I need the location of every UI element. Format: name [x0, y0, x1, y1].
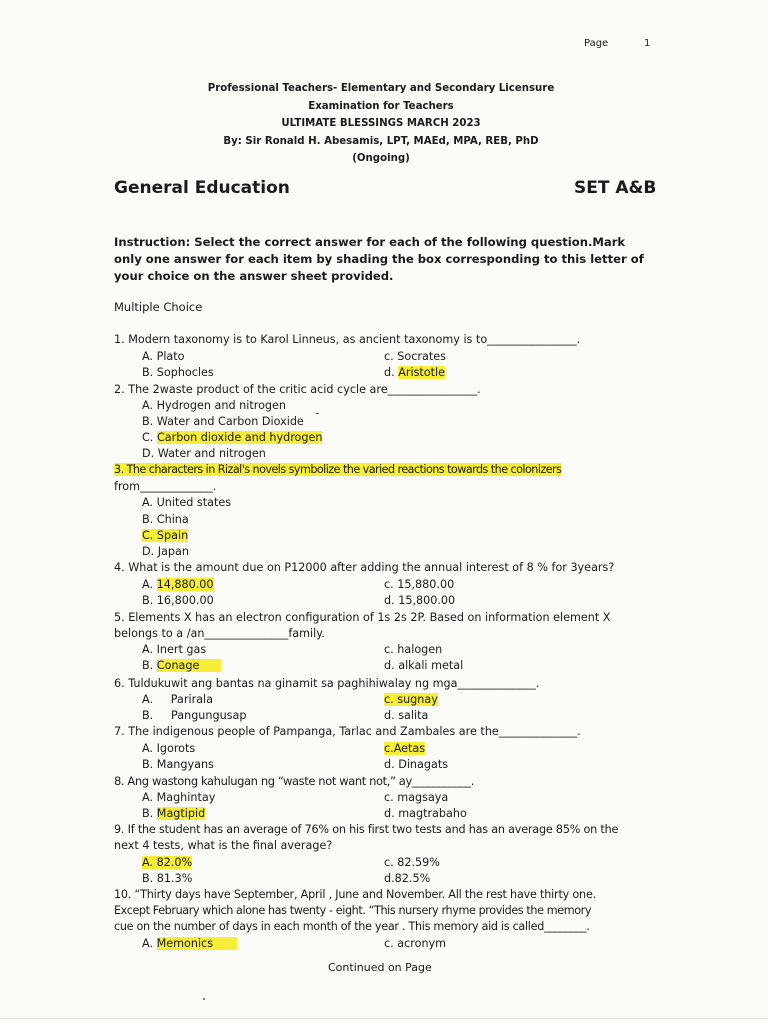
question-1: 1. Modern taxonomy is to Karol Linneus, as ancient taxonomy is to________________.	[114, 333, 581, 346]
highlighted-answer: c. sugnay	[384, 693, 438, 706]
q8-option-b: B. Magtipid	[142, 807, 206, 820]
question-10-line-3: cue on the number of days in each month of the year . This memory aid is called________.	[114, 920, 590, 933]
highlighted-answer: Carbon dioxide and hydrogen	[156, 431, 323, 444]
question-2: 2. The 2waste product of the critic acid cycle are________________.	[114, 383, 481, 396]
header-line-2: Examination for Teachers	[308, 100, 454, 112]
question-7: 7. The indigenous people of Pampanga, Tarlac and Zambales are the______________.	[114, 725, 581, 738]
q1-option-d: d. Aristotle	[384, 366, 446, 379]
exam-header	[0, 80, 768, 168]
q3-option-a: A. United states	[142, 496, 232, 509]
header-line-1: Professional Teachers- Elementary and Secondary Licensure	[207, 83, 555, 94]
q2-option-d: D. Water and nitrogen	[142, 447, 266, 460]
highlighted-answer: Conage	[157, 659, 222, 672]
q7-option-d: d. Dinagats	[384, 758, 449, 771]
q5-option-c: c. halogen	[384, 643, 443, 656]
section-label: Multiple Choice	[114, 300, 203, 314]
header-line-3: ULTIMATE BLESSINGS MARCH 2023	[281, 118, 481, 129]
question-5-line-1: 5. Elements X has an electron configuration of 1s 2s 2P. Based on information element X	[114, 611, 611, 624]
q2-option-c: C. Carbon dioxide and hydrogen	[142, 431, 323, 444]
q4-option-c: c. 15,880.00	[384, 578, 455, 591]
q6-option-a: A. Parirala	[142, 693, 214, 706]
scan-speck	[203, 998, 205, 1000]
header-line-5: (Ongoing)	[352, 153, 410, 164]
highlighted-answer: c.Aetas	[384, 742, 426, 755]
q5-option-a: A. Inert gas	[142, 643, 207, 656]
q8-option-d: d. magtrabaho	[384, 807, 467, 820]
q4-option-b: B. 16,800.00	[142, 594, 214, 607]
question-4: 4. What is the amount due on P12000 after adding the annual interest of 8 % for 3years?	[114, 561, 615, 574]
highlighted-answer: Magtipid	[156, 807, 206, 820]
continued-footer: Continued on Page	[328, 961, 432, 974]
highlighted-answer: C. Spain	[142, 529, 189, 542]
q6-option-c	[384, 692, 438, 708]
q9-option-a	[142, 855, 192, 871]
question-3-line-1: 3. The characters in Rizal's novels symbolize the varied reactions towards the colonizers	[114, 463, 562, 476]
question-6: 6. Tuldukuwit ang bantas na ginamit sa paghihiwalay ng mga______________.	[114, 677, 540, 690]
q9-option-d: d.82.5%	[384, 872, 431, 885]
question-8: 8. Ang wastong kahulugan ng “waste not want not,” ay___________.	[114, 774, 474, 788]
highlighted-answer: 14,880.00	[156, 578, 214, 591]
question-9-line-1: 9. If the student has an average of 76% on his first two tests and has an average 85% on the	[114, 823, 619, 836]
question-5-line-2: belongs to a /an_______________family.	[114, 627, 325, 640]
scan-speck	[316, 413, 319, 414]
q6-option-b: B. Pangungusap	[142, 709, 247, 722]
q2-option-a: A. Hydrogen and nitrogen	[142, 399, 286, 412]
instruction-text: Instruction: Select the correct answer for each of the following question.Mark only one answer for each item by shading the box corresponding to this letter of your choice on the answer sheet provided.	[114, 235, 644, 283]
q3-option-b: B. China	[142, 513, 189, 526]
q3-option-c	[142, 528, 188, 544]
q5-option-d: d. alkali metal	[384, 659, 464, 672]
q5-option-b: B. Conage	[142, 658, 221, 674]
q9-option-b: B. 81.3%	[142, 872, 193, 885]
q1-option-b: B. Sophocles	[142, 366, 214, 379]
page-label: Page	[584, 38, 609, 49]
highlighted-answer: A. 82.0%	[142, 856, 193, 869]
q1-option-c: c. Socrates	[384, 350, 446, 363]
q6-option-d: d. salita	[384, 709, 429, 722]
highlighted-answer: Memonics	[157, 937, 237, 950]
question-10-line-2: Except February which alone has twenty - eight. “This nursery rhyme provides the memory	[114, 904, 592, 917]
q8-option-c: c. magsaya	[384, 791, 449, 804]
q4-option-d: d. 15,800.00	[384, 594, 456, 607]
page-edge	[0, 1018, 768, 1019]
q7-option-a: A. Igorots	[142, 742, 196, 755]
q8-option-a: A. Maghintay	[142, 791, 216, 804]
header-line-4: By: Sir Ronald H. Abesamis, LPT, MAEd, MPA, REB, PhD	[223, 135, 539, 147]
q1-option-a: A. Plato	[142, 350, 185, 363]
page-number: 1	[644, 38, 651, 49]
highlighted-answer: Aristotle	[398, 366, 446, 379]
q10-option-a: A. Memonics	[142, 936, 237, 952]
subject-title: General Education	[114, 178, 290, 198]
question-9-line-2: next 4 tests, what is the final average?	[114, 839, 333, 852]
q4-option-a: A. 14,880.00	[142, 578, 214, 591]
q3-option-d: D. Japan	[142, 545, 189, 558]
q7-option-b: B. Mangyans	[142, 758, 214, 771]
q10-option-c: c. acronym	[384, 937, 447, 950]
q9-option-c: c. 82.59%	[384, 856, 440, 869]
q7-option-c	[384, 741, 425, 757]
set-label: SET A&B	[574, 178, 657, 198]
question-3-line-2: from_____________.	[114, 480, 217, 493]
q2-option-b: B. Water and Carbon Dioxide	[142, 415, 304, 428]
question-10-line-1: 10. “Thirty days have September, April , June and November. All the rest have thirty one.	[114, 888, 596, 901]
